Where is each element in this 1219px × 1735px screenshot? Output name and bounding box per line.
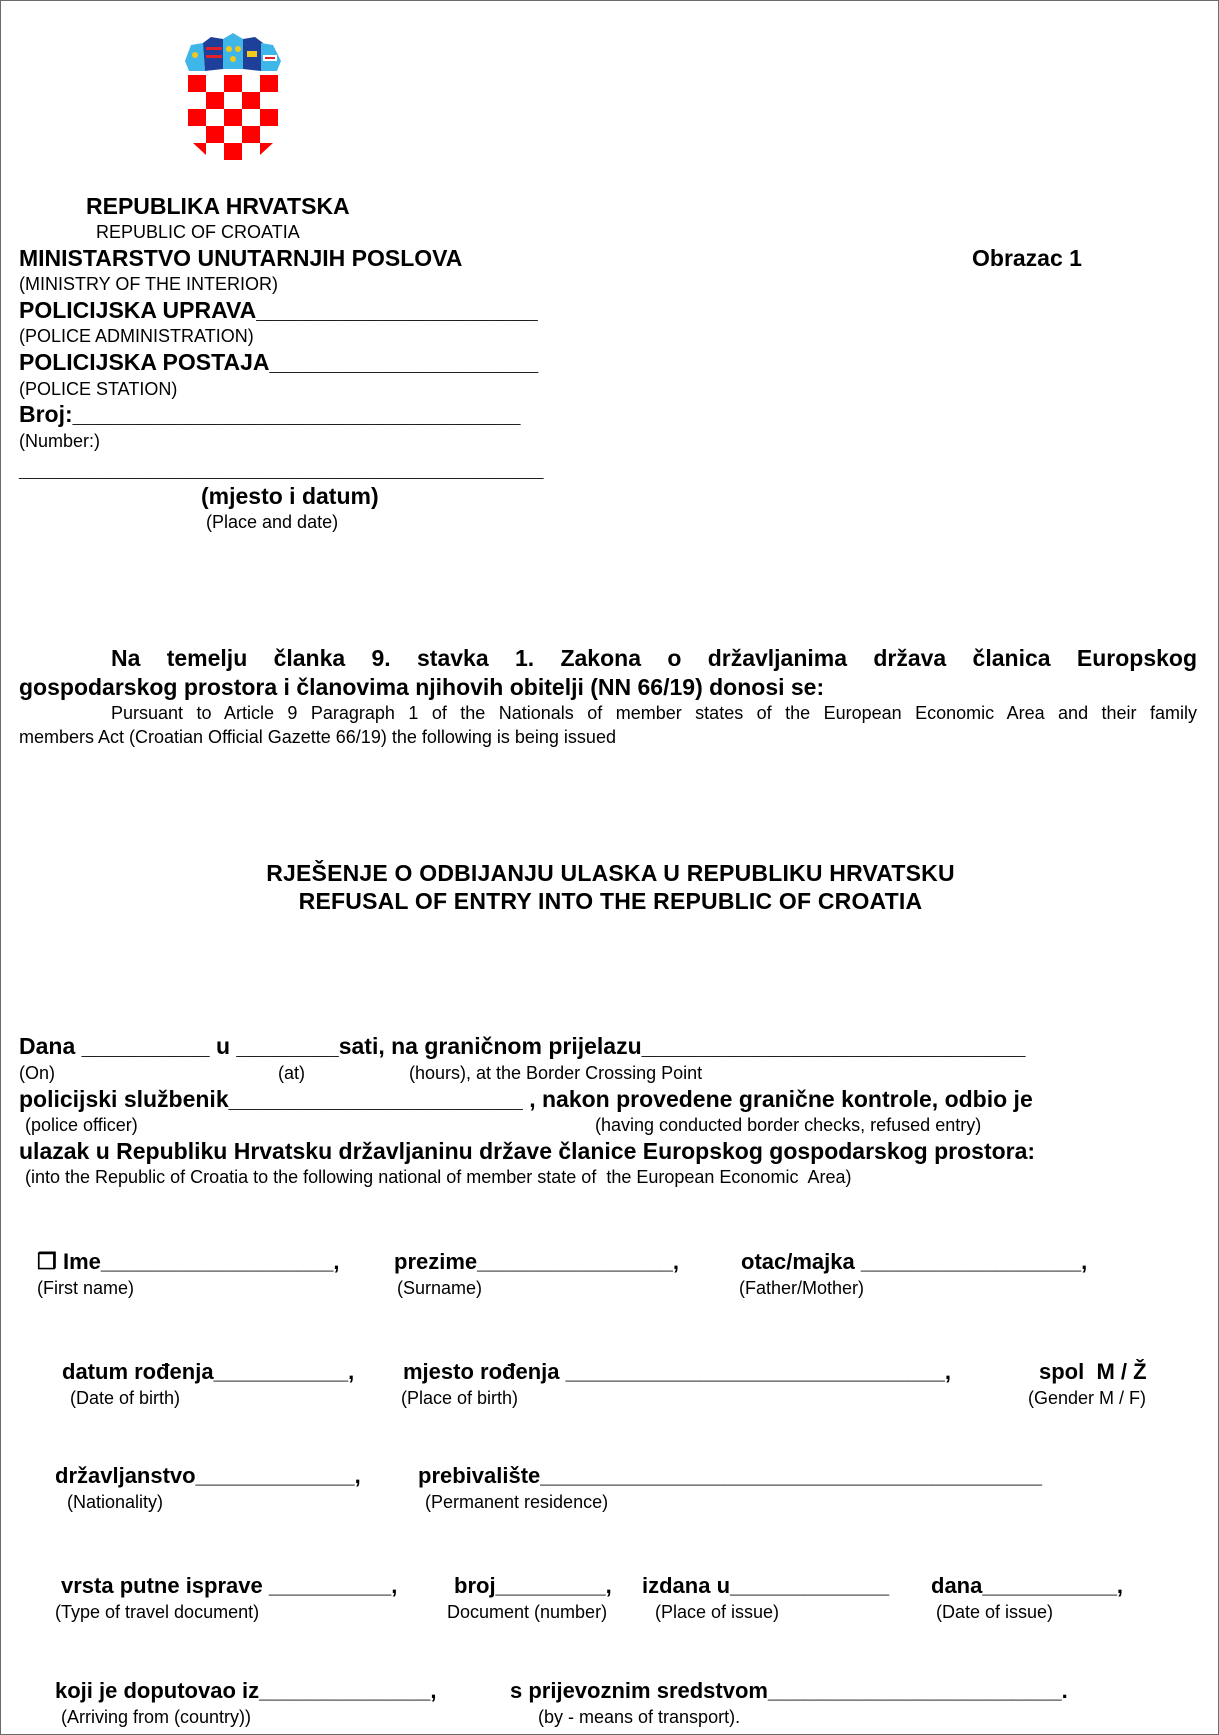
place-of-issue-field[interactable]: izdana u_____________ bbox=[642, 1573, 890, 1598]
permanent-residence-field[interactable]: prebivalište_________________________________________ bbox=[418, 1463, 1042, 1488]
arriving-from-en: (Arriving from (country)) bbox=[61, 1707, 252, 1727]
preamble-hr-line1: Na temelju članka 9. stavka 1. Zakona o državljanima država članica Europskog bbox=[111, 645, 1197, 671]
place-of-birth-en: (Place of birth) bbox=[401, 1388, 519, 1408]
preamble-hr-line2: gospodarskog prostora i članovima njihovih obitelji (NN 66/19) donosi se: bbox=[19, 674, 825, 700]
document-number-en: Document (number) bbox=[447, 1602, 608, 1622]
at-en: (at) bbox=[278, 1063, 305, 1083]
police-administration-field[interactable]: POLICIJSKA UPRAVA______________________ bbox=[19, 297, 538, 323]
place-date-field[interactable]: _________________________________________ bbox=[19, 455, 544, 481]
republic-title-hr: REPUBLIKA HRVATSKA bbox=[86, 193, 350, 219]
border-checks-en: (having conducted border checks, refused entry) bbox=[595, 1115, 982, 1135]
arriving-from-field[interactable]: koji je doputovao iz______________, bbox=[55, 1678, 437, 1703]
date-of-birth-en: (Date of birth) bbox=[70, 1388, 181, 1408]
surname-en: (Surname) bbox=[397, 1278, 483, 1298]
gender-en: (Gender M / F) bbox=[1028, 1388, 1147, 1408]
police-station-en: (POLICE STATION) bbox=[19, 379, 178, 399]
refused-entry-en: (into the Republic of Croatia to the following national of member state of the European Economic Area) bbox=[25, 1167, 852, 1187]
gender-field[interactable]: spol M / Ž bbox=[1039, 1359, 1147, 1384]
document-number-field[interactable]: broj_________, bbox=[454, 1573, 612, 1598]
first-name-field[interactable]: Ime___________________, bbox=[63, 1249, 340, 1274]
preamble-en-line1: Pursuant to Article 9 Paragraph 1 of the Nationals of member states of the European Economic Area and their family bbox=[111, 703, 1197, 723]
place-of-birth-field[interactable]: mjesto rođenja _______________________________, bbox=[403, 1359, 952, 1384]
document-title-hr: RJEŠENJE O ODBIJANJU ULASKA U REPUBLIKU HRVATSKU bbox=[266, 860, 955, 886]
first-name-en: (First name) bbox=[37, 1278, 135, 1298]
number-en: (Number:) bbox=[19, 431, 101, 451]
surname-field[interactable]: prezime________________, bbox=[394, 1249, 680, 1274]
ministry-en: (MINISTRY OF THE INTERIOR) bbox=[19, 274, 279, 294]
parent-field[interactable]: otac/majka __________________, bbox=[741, 1249, 1088, 1274]
police-officer-field[interactable]: policijski službenik_______________________ , nakon provedene granične kontrole, odbio je bbox=[19, 1086, 1033, 1112]
date-of-issue-en: (Date of issue) bbox=[936, 1602, 1054, 1622]
parent-en: (Father/Mother) bbox=[739, 1278, 865, 1298]
place-date-en: (Place and date) bbox=[206, 512, 339, 532]
coat-of-arms-icon bbox=[181, 31, 285, 161]
police-officer-en: (police officer) bbox=[25, 1115, 138, 1135]
place-of-issue-en: (Place of issue) bbox=[655, 1602, 780, 1622]
hours-crossing-en: (hours), at the Border Crossing Point bbox=[409, 1063, 703, 1083]
means-of-transport-field[interactable]: s prijevoznim sredstvom________________________. bbox=[510, 1678, 1068, 1703]
nationality-en: (Nationality) bbox=[67, 1492, 164, 1512]
police-administration-en: (POLICE ADMINISTRATION) bbox=[19, 326, 254, 346]
number-field[interactable]: Broj:___________________________________ bbox=[19, 401, 521, 427]
means-of-transport-en: (by - means of transport). bbox=[538, 1707, 741, 1727]
nationality-field[interactable]: državljanstvo_____________, bbox=[55, 1463, 361, 1488]
police-station-field[interactable]: POLICIJSKA POSTAJA_____________________ bbox=[19, 349, 539, 375]
permanent-residence-en: (Permanent residence) bbox=[425, 1492, 609, 1512]
on-en: (On) bbox=[19, 1063, 55, 1083]
place-date-hr: (mjesto i datum) bbox=[201, 483, 379, 509]
document-title-en: REFUSAL OF ENTRY INTO THE REPUBLIC OF CROATIA bbox=[298, 888, 923, 914]
ministry-hr: MINISTARSTVO UNUTARNJIH POSLOVA bbox=[19, 245, 463, 271]
date-time-crossing-field[interactable]: Dana __________ u ________sati, na graničnom prijelazu______________________________ bbox=[19, 1033, 1026, 1059]
travel-document-type-en: (Type of travel document) bbox=[55, 1602, 260, 1622]
checkbox-icon[interactable]: ❒ bbox=[37, 1249, 57, 1274]
form-id: Obrazac 1 bbox=[972, 245, 1082, 271]
refused-entry-hr: ulazak u Republiku Hrvatsku državljaninu države članice Europskog gospodarskog prostora: bbox=[19, 1138, 1036, 1164]
travel-document-type-field[interactable]: vrsta putne isprave __________, bbox=[61, 1573, 398, 1598]
republic-title-en: REPUBLIC OF CROATIA bbox=[96, 222, 300, 242]
date-of-birth-field[interactable]: datum rođenja___________, bbox=[62, 1359, 355, 1384]
preamble-en-line2: members Act (Croatian Official Gazette 66/19) the following is being issued bbox=[19, 727, 616, 747]
date-of-issue-field[interactable]: dana___________, bbox=[931, 1573, 1124, 1598]
